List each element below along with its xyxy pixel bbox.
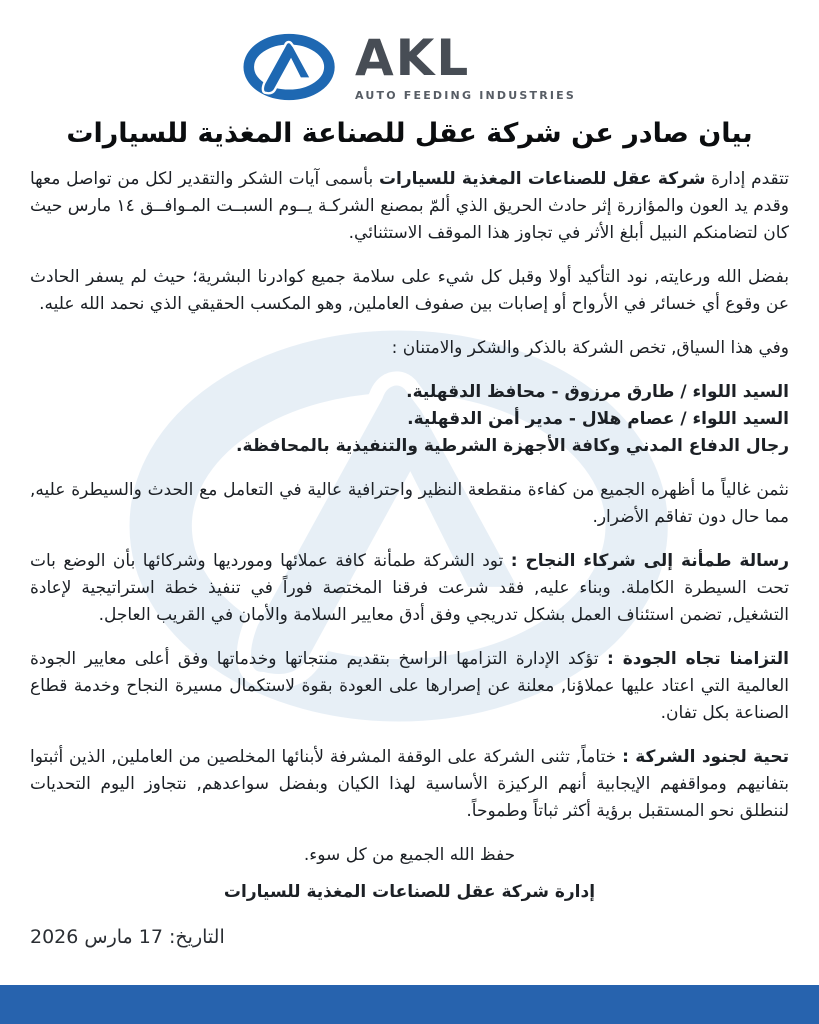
footer-accent-bar: [0, 985, 819, 1024]
statement-body: [30, 166, 789, 825]
gratitude-intro-paragraph: وفي هذا السياق, تخص الشركة بالذكر والشكر والامتنان :: [391, 338, 789, 359]
honored-names-list: السيد اللواء / طارق مرزوق - محافظ الدقهلية. السيد اللواء / عصام هلال - مدير أمن الدقهلية. رجال الدفاع المدني وكافة الأجهزة الشرطية والتنفيذية بالمحافظة.: [236, 382, 789, 457]
akl-logo-icon: [243, 32, 339, 102]
company-tagline: AUTO FEEDING INDUSTRIES: [354, 88, 576, 102]
opening-paragraph: تتقدم إدارة شركة عقل للصناعات المغذية للسيارات بأسمى آيات الشكر والتقدير لكل من تواصل معها وقدم يد العون والمؤازرة إثر حادث الحريق الذي ألمّ بمصنع الشركـة يــوم السبــت المـوافــق ١٤ مارس حيث كان لتضامنكم النبيل أبلغ الأثر في تجاوز هذا الموقف الاستثنائي.: [30, 169, 790, 244]
closing-prayer: حفظ الله الجميع من كل سوء.: [303, 845, 516, 866]
reassurance-paragraph: رسالة طمأنة إلى شركاء النجاح : تود الشركة طمأنة كافة عملائها ومورديها وشركائها بأن الوضع بات تحت السيطرة الكاملة. وبناء عليه, فقد شرعت فرقنا المختصة فوراً في تنفيذ خطة استراتيجية لإعادة التشغيل, تضمن استئناف العمل بشكل تدريجي وفق أدق معايير السلامة والأمان في القريب العاجل.: [30, 551, 789, 626]
statement-title: بيان صادر عن شركة عقل للصناعة المغذية للسيارات: [66, 118, 753, 149]
statement-closing: [30, 842, 789, 906]
appreciation-paragraph: نثمن غالياً ما أظهره الجميع من كفاءة منقطعة النظير واحترافية عالية في التعامل مع الحدث والسيطرة عليه, مما حال دون تفاقم الأضرار.: [30, 480, 789, 528]
company-logo: [0, 0, 819, 102]
quality-paragraph: التزامنا تجاه الجودة : تؤكد الإدارة التزامها الراسخ بتقديم منتجاتها وخدماتها وفق أعلى معايير الجودة العالمية التي اعتاد عليها عملاؤنا, معلنة عن إصرارها على العودة بقوة لاستكمال مسيرة النجاح وخدمة قطاع الصناعة بكل تفان.: [30, 649, 789, 724]
company-name: AKL: [354, 28, 471, 87]
employees-tribute-paragraph: تحية لجنود الشركة : ختاماً, تثنى الشركة على الوقفة المشرفة لأبنائها المخلصين من العاملين, الذين أثبتوا بتفانيهم ومواقفهم الإيجابية أنهم الركيزة الأساسية لهذا الكيان وبفضل سواعدهم, نتجاوز اليوم التحديات لننطلق نحو المستقبل برؤية أكثر ثباتاً وطموحاً.: [30, 747, 789, 822]
safety-paragraph: بفضل الله ورعايته, نود التأكيد أولا وقبل كل شيء على سلامة جميع كوادرنا البشرية؛ حيث لم يسفر الحادث عن وقوع أي خسائر في الأرواح أو إصابات بين صفوف العاملين, وهو المكسب الحقيقي الذي نحمد الله عليه.: [30, 267, 789, 315]
statement-date: التاريخ: 17 مارس 2026: [30, 926, 225, 949]
closing-signature: إدارة شركة عقل للصناعات المغذية للسيارات: [223, 882, 596, 903]
